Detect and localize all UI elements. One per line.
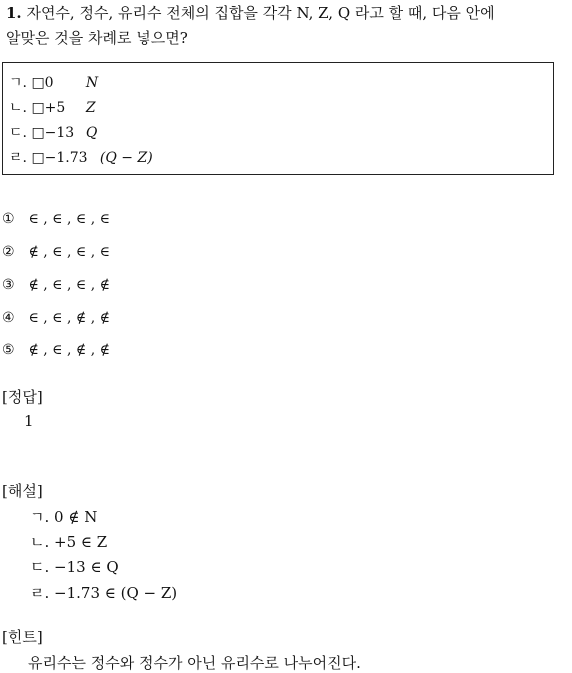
option-1[interactable] — [2, 211, 110, 227]
explanation-line: ㄱ. 0 ∉ N — [30, 508, 98, 526]
explanation-line: ㄹ. −1.73 ∈ (Q − Z) — [30, 584, 178, 602]
question-line-1 — [6, 2, 495, 23]
condition-set: N — [85, 75, 99, 91]
explanation-line: ㄷ. −13 ∈ Q — [30, 558, 119, 576]
condition-expression: □0 — [31, 75, 54, 91]
option-number: ⑤ — [2, 342, 15, 358]
condition-expression: □+5 — [31, 100, 66, 116]
option-text: ∉ , ∈ , ∈ , ∈ — [28, 244, 110, 260]
condition-box — [2, 62, 554, 175]
condition-set: (Q − Z) — [99, 150, 153, 166]
option-text: ∉ , ∈ , ∈ , ∉ — [28, 277, 110, 293]
condition-row — [9, 97, 96, 117]
option-4[interactable] — [2, 310, 110, 326]
condition-set: Z — [85, 100, 96, 116]
question-text-line2: 알맞은 것을 차례로 넣으면? — [6, 29, 188, 47]
condition-expression: □−1.73 — [31, 150, 88, 166]
condition-label: ㄱ. — [9, 75, 27, 91]
option-text: ∈ , ∈ , ∈ , ∈ — [28, 211, 110, 227]
option-number: ① — [2, 211, 15, 227]
condition-row — [9, 147, 153, 167]
condition-set: Q — [85, 125, 98, 141]
option-text: ∉ , ∈ , ∉ , ∉ — [28, 342, 110, 358]
explanation-label: [해설] — [2, 482, 43, 500]
question-number: 1. — [6, 4, 22, 22]
option-text: ∈ , ∈ , ∉ , ∉ — [28, 310, 110, 326]
option-3[interactable] — [2, 277, 110, 293]
option-number: ④ — [2, 310, 15, 326]
condition-row — [9, 122, 97, 142]
option-number: ② — [2, 244, 15, 260]
condition-expression: □−13 — [31, 125, 75, 141]
condition-label: ㄴ. — [9, 100, 27, 116]
condition-label: ㄹ. — [9, 150, 27, 166]
option-number: ③ — [2, 277, 15, 293]
explanation-line: ㄴ. +5 ∈ Z — [30, 533, 108, 551]
answer-label: [정답] — [2, 388, 43, 406]
condition-row — [9, 72, 98, 92]
hint-label: [힌트] — [2, 628, 43, 646]
condition-label: ㄷ. — [9, 125, 27, 141]
question-text-line1: 자연수, 정수, 유리수 전체의 집합을 각각 N, Z, Q 라고 할 때, 다음 안에 — [26, 4, 495, 22]
option-2[interactable] — [2, 244, 110, 260]
answer-value: 1 — [24, 412, 34, 430]
hint-text: 유리수는 정수와 정수가 아닌 유리수로 나누어진다. — [28, 654, 361, 672]
option-5[interactable] — [2, 342, 110, 358]
